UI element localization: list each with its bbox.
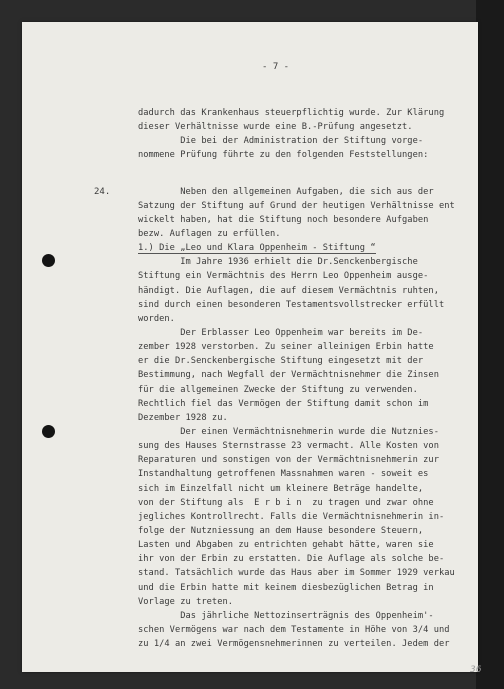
text-line: Lasten und Abgaben zu entrichten gehabt hätte, waren sie <box>138 540 434 551</box>
text-line: Instandhaltung getroffenen Massnahmen waren - soweit es <box>138 469 429 480</box>
text-line: Rechtlich fiel das Vermögen der Stiftung damit schon im <box>138 398 429 409</box>
text-line: Stiftung ein Vermächtnis des Herrn Leo Oppenheim ausge- <box>138 271 429 282</box>
text-line: Das jährliche Nettozinserträgnis des Oppenheim'- <box>138 610 434 621</box>
page-number: - 7 - <box>262 62 290 72</box>
text-line: zu 1/4 an zwei Vermögensnehmerinnen zu verteilen. Jedem der <box>138 639 450 650</box>
text-line: sung des Hauses Sternstrasse 23 vermacht. Alle Kosten von <box>138 441 439 452</box>
text-line: nommene Prüfung führte zu den folgenden Feststellungen: <box>138 150 429 161</box>
text-line: Die bei der Administration der Stiftung vorge- <box>138 136 424 147</box>
text-line: sich im Einzelfall nicht um kleinere Beträge handelte, <box>138 483 424 494</box>
text-line: zember 1928 verstorben. Zu seiner alleinigen Erbin hatte <box>138 342 434 353</box>
text-line: schen Vermögens war nach dem Testamente in Höhe von 3/4 und <box>138 624 450 635</box>
section-heading <box>138 241 498 255</box>
text-line: folge der Nutzniessung an dem Hause besondere Steuern, <box>138 525 424 536</box>
text-line: Der einen Vermächtnisnehmerin wurde die Nutznies- <box>138 426 439 437</box>
text-line: händigt. Die Auflagen, die auf diesem Vermächtnis ruhten, <box>138 285 439 296</box>
text-line: Der Erblasser Leo Oppenheim war bereits im De- <box>138 327 424 338</box>
body-text <box>138 106 498 651</box>
text-line: Vorlage zu treten. <box>138 596 234 607</box>
document-page <box>22 22 482 675</box>
text-line: wickelt haben, hat die Stiftung noch besondere Aufgaben <box>138 214 429 225</box>
text-line: sind durch einen besonderen Testamentsvollstrecker erfüllt <box>138 299 445 310</box>
punch-hole <box>42 254 55 267</box>
punch-hole <box>42 425 55 438</box>
text-line: Neben den allgemeinen Aufgaben, die sich aus der <box>138 186 434 197</box>
text-line: Reparaturen und sonstigen von der Vermächtnisnehmerin zur <box>138 455 439 466</box>
text-line: dadurch das Krankenhaus steuerpflichtig wurde. Zur Klärung <box>138 108 445 118</box>
blank-line <box>138 163 498 185</box>
text-line: Satzung der Stiftung auf Grund der heutigen Verhältnisse ent <box>138 200 455 211</box>
text-line: von der Stiftung als E r b i n zu tragen und zwar ohne <box>138 497 434 508</box>
text-line: Bestimmung, nach Wegfall der Vermächtnisnehmer die Zinsen <box>138 370 439 381</box>
section-heading-text: 1.) Die „Leo und Klara Oppenheim - Stiftung “ <box>138 243 376 254</box>
text-line: für die allgemeinen Zwecke der Stiftung zu verwenden. <box>138 384 418 395</box>
text-line: dieser Verhältnisse wurde eine B.-Prüfung angesetzt. <box>138 122 413 133</box>
section-number: 24. <box>94 187 111 197</box>
text-line: jegliches Kontrollrecht. Falls die Vermächtnisnehmerin in- <box>138 511 445 522</box>
text-line: stand. Tatsächlich wurde das Haus aber im Sommer 1929 verkau <box>138 568 455 579</box>
pencil-annotation: 36 <box>470 665 482 675</box>
text-line: Im Jahre 1936 erhielt die Dr.Senckenbergische <box>138 257 418 268</box>
text-line: worden. <box>138 313 175 324</box>
text-line: er die Dr.Senckenbergische Stiftung eingesetzt mit der <box>138 356 424 367</box>
text-line: und die Erbin hatte mit keinem diesbezüglichen Betrag in <box>138 582 434 593</box>
text-line: ihr von der Erbin zu erstatten. Die Auflage als solche be- <box>138 554 445 565</box>
text-line: Dezember 1928 zu. <box>138 412 228 423</box>
text-line: bezw. Auflagen zu erfüllen. <box>138 228 281 239</box>
